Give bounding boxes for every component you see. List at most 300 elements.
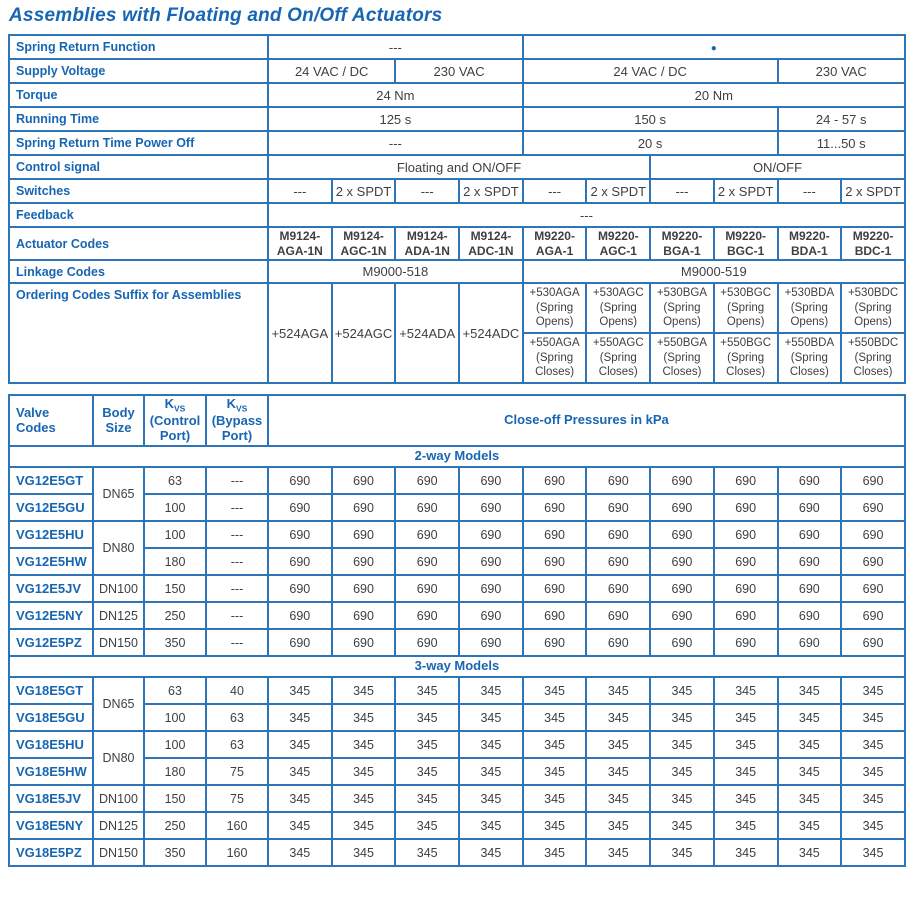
pressure-cell: 690 [395, 494, 459, 521]
body-size-cell: DN125 [93, 812, 144, 839]
row-vg18e5hw [9, 758, 905, 785]
ordering-code-cell: +530AGC (Spring Opens) [586, 283, 650, 333]
bullet-dot-icon: ● [710, 43, 717, 54]
ordering-code-cell: +550BDA (Spring Closes) [778, 333, 842, 383]
code-line: M9124- [470, 229, 512, 244]
linkage-code-cell: M9000-519 [523, 260, 905, 283]
kvs-bypass-cell: --- [206, 602, 268, 629]
value-cell: 24 VAC / DC [523, 59, 778, 83]
kvs-symbol: K [226, 396, 237, 411]
body-size-cell: DN80 [93, 521, 144, 575]
row-actuator-codes [9, 227, 905, 260]
body-size-cell: DN100 [93, 785, 144, 812]
pressure-cell: 690 [586, 494, 650, 521]
pressure-cell: 690 [650, 602, 714, 629]
kvs-control-cell: 100 [144, 731, 206, 758]
pressure-cell: 690 [459, 575, 523, 602]
pressure-cell: 345 [586, 812, 650, 839]
valve-code-cell: VG18E5GU [9, 704, 93, 731]
pressure-cell: 690 [714, 494, 778, 521]
valve-code-cell: VG18E5PZ [9, 839, 93, 866]
pressure-cell: 345 [268, 758, 332, 785]
actuator-code-cell [841, 227, 905, 260]
pressure-cell: 690 [714, 548, 778, 575]
pressure-cell: 345 [332, 677, 396, 704]
pressure-cell: 690 [650, 467, 714, 494]
kvs-bypass-cell: 40 [206, 677, 268, 704]
kvs-bypass-cell: 75 [206, 758, 268, 785]
row-running-time [9, 107, 905, 131]
pressure-cell: 345 [714, 785, 778, 812]
pressure-cell: 690 [778, 521, 842, 548]
value-cell: 230 VAC [395, 59, 522, 83]
ordering-code-cell: +530AGA (Spring Opens) [523, 283, 587, 333]
pressure-cell: 345 [268, 731, 332, 758]
row-vg18e5gt [9, 677, 905, 704]
pressure-cell: 690 [650, 629, 714, 656]
row-label: Actuator Codes [9, 227, 268, 260]
valve-code-cell: VG12E5GT [9, 467, 93, 494]
pressure-cell: 690 [523, 602, 587, 629]
kvs-control-cell: 350 [144, 629, 206, 656]
valve-code-cell: VG12E5JV [9, 575, 93, 602]
header-row [9, 395, 905, 446]
pressure-cell: 690 [523, 629, 587, 656]
code-line: BDA-1 [791, 243, 828, 258]
pressure-cell: 345 [523, 677, 587, 704]
pressure-cell: 345 [778, 785, 842, 812]
ordering-code-cell: +530BDA (Spring Opens) [778, 283, 842, 333]
pressure-cell: 345 [395, 677, 459, 704]
switch-cell: 2 x SPDT [841, 179, 905, 203]
ordering-code-cell: +550BGC (Spring Closes) [714, 333, 778, 383]
kvs-control-cell: 250 [144, 602, 206, 629]
row-vg18e5gu [9, 704, 905, 731]
pressure-cell: 345 [714, 839, 778, 866]
value-cell: 20 s [523, 131, 778, 155]
pressure-cell: 345 [841, 785, 905, 812]
kvs-bypass-cell: 160 [206, 839, 268, 866]
code-line: M9220- [597, 229, 639, 244]
code-line: M9220- [661, 229, 703, 244]
body-size-cell: DN150 [93, 839, 144, 866]
kvs-bypass-header [206, 395, 268, 446]
pressure-cell: 345 [268, 677, 332, 704]
value-cell: 230 VAC [778, 59, 905, 83]
row-vg18e5ny [9, 812, 905, 839]
code-line: M9220- [789, 229, 830, 244]
code-line: M9124- [343, 229, 384, 244]
pressure-cell: 690 [841, 467, 905, 494]
row-supply-voltage [9, 59, 905, 83]
pressure-cell: 345 [523, 812, 587, 839]
value-cell: ON/OFF [650, 155, 905, 179]
value-cell: 125 s [268, 107, 523, 131]
pressure-cell: 345 [841, 758, 905, 785]
pressure-cell: 345 [459, 677, 523, 704]
pressure-cell: 690 [459, 602, 523, 629]
kvs-bypass-cell: --- [206, 521, 268, 548]
pressure-cell: 345 [459, 704, 523, 731]
closeoff-header: Close-off Pressures in kPa [268, 395, 905, 446]
code-line: M9220- [725, 229, 766, 244]
pressure-cell: 345 [332, 758, 396, 785]
pressure-cell: 345 [650, 785, 714, 812]
value-cell: Floating and ON/OFF [268, 155, 650, 179]
pressure-cell: 345 [523, 704, 587, 731]
pressure-cell: 690 [714, 629, 778, 656]
code-line: ADA-1N [404, 243, 450, 258]
pressure-cell: 690 [523, 521, 587, 548]
code-line: BGA-1 [663, 243, 701, 258]
pressure-cell: 345 [395, 839, 459, 866]
section-title: 3-way Models [9, 656, 905, 677]
pressure-cell: 345 [778, 812, 842, 839]
kvs-control-cell: 250 [144, 812, 206, 839]
pressure-cell: 345 [586, 731, 650, 758]
pressure-cell: 690 [778, 602, 842, 629]
pressure-cell: 690 [841, 521, 905, 548]
kvs-bypass-cell: 63 [206, 731, 268, 758]
pressure-cell: 345 [650, 758, 714, 785]
kvs-control-cell: 63 [144, 467, 206, 494]
pressure-cell: 345 [268, 839, 332, 866]
row-torque [9, 83, 905, 107]
pressure-cell: 690 [268, 467, 332, 494]
kvs-bypass-cell: 63 [206, 704, 268, 731]
row-ordering-codes [9, 283, 905, 333]
row-spring-return-time [9, 131, 905, 155]
ordering-code-cell: +550AGA (Spring Closes) [523, 333, 587, 383]
switch-cell: 2 x SPDT [332, 179, 396, 203]
switch-cell: --- [523, 179, 587, 203]
ordering-code-cell: +524ADC [459, 283, 523, 383]
pressure-cell: 345 [778, 758, 842, 785]
pressure-cell: 345 [459, 731, 523, 758]
pressure-cell: 690 [459, 629, 523, 656]
pressure-cell: 345 [523, 731, 587, 758]
value-cell: 24 VAC / DC [268, 59, 395, 83]
pressure-cell: 345 [268, 704, 332, 731]
pressure-cell: 690 [332, 467, 396, 494]
kvs-control-cell: 150 [144, 575, 206, 602]
body-size-cell: DN125 [93, 602, 144, 629]
pressure-cell: 690 [778, 548, 842, 575]
pressure-cell: 690 [778, 575, 842, 602]
pressure-cell: 345 [778, 731, 842, 758]
body-size-cell: DN100 [93, 575, 144, 602]
pressure-cell: 345 [714, 704, 778, 731]
code-line: AGC-1N [340, 243, 387, 258]
row-label: Torque [9, 83, 268, 107]
ordering-code-cell: +550AGC (Spring Closes) [586, 333, 650, 383]
pressure-cell: 690 [523, 575, 587, 602]
spring-return-present-cell [523, 35, 905, 59]
row-linkage-codes [9, 260, 905, 283]
body-size-cell: DN65 [93, 467, 144, 521]
ordering-code-cell: +524AGC [332, 283, 396, 383]
code-line: BGC-1 [726, 243, 765, 258]
kvs-bypass-cell: --- [206, 548, 268, 575]
ordering-code-cell: +524AGA [268, 283, 332, 383]
row-label: Ordering Codes Suffix for Assemblies [9, 283, 268, 383]
kvs-control-cell: 63 [144, 677, 206, 704]
actuator-code-cell [395, 227, 459, 260]
kvs-control-label: (Control Port) [149, 413, 201, 444]
row-spring-return-function [9, 35, 905, 59]
value-cell: --- [268, 131, 523, 155]
kvs-control-cell: 100 [144, 704, 206, 731]
body-size-cell: DN150 [93, 629, 144, 656]
kvs-control-cell: 100 [144, 521, 206, 548]
kvs-bypass-cell: --- [206, 494, 268, 521]
actuator-code-cell [523, 227, 587, 260]
pressure-cell: 690 [332, 575, 396, 602]
kvs-bypass-cell: --- [206, 575, 268, 602]
pressure-cell: 690 [332, 494, 396, 521]
pressure-cell: 690 [459, 521, 523, 548]
pressure-cell: 345 [714, 677, 778, 704]
pressure-cell: 690 [650, 494, 714, 521]
valve-codes-header: Valve Codes [9, 395, 93, 446]
body-size-header: Body Size [93, 395, 144, 446]
pressure-cell: 345 [395, 812, 459, 839]
pressure-cell: 690 [650, 521, 714, 548]
pressure-cell: 345 [332, 785, 396, 812]
page-title: Assemblies with Floating and On/Off Actuators [9, 5, 443, 26]
section-3way [9, 656, 905, 677]
kvs-subscript: VS [236, 403, 248, 414]
row-vg18e5pz [9, 839, 905, 866]
pressure-cell: 345 [459, 812, 523, 839]
pressure-cell: 345 [332, 731, 396, 758]
pressure-cell: 690 [523, 494, 587, 521]
ordering-code-cell: +550BDC (Spring Closes) [841, 333, 905, 383]
kvs-bypass-cell: 160 [206, 812, 268, 839]
spring-return-none-cell: --- [268, 35, 523, 59]
pressure-cell: 690 [268, 521, 332, 548]
pressure-cell: 345 [841, 731, 905, 758]
row-vg12e5pz [9, 629, 905, 656]
row-vg12e5hu [9, 521, 905, 548]
pressure-cell: 345 [650, 731, 714, 758]
pressure-cell: 345 [395, 704, 459, 731]
pressure-cell: 690 [586, 521, 650, 548]
pressure-cell: 345 [268, 785, 332, 812]
valve-code-cell: VG12E5PZ [9, 629, 93, 656]
row-control-signal [9, 155, 905, 179]
pressure-cell: 690 [841, 494, 905, 521]
ordering-code-cell: +524ADA [395, 283, 459, 383]
switch-cell: --- [268, 179, 332, 203]
row-vg12e5ny [9, 602, 905, 629]
pressure-cell: 690 [778, 629, 842, 656]
row-vg18e5hu [9, 731, 905, 758]
row-label: Control signal [9, 155, 268, 179]
pressure-cell: 690 [523, 467, 587, 494]
row-vg12e5jv [9, 575, 905, 602]
value-cell: 11...50 s [778, 131, 905, 155]
pressure-cell: 690 [332, 548, 396, 575]
switch-cell: --- [395, 179, 459, 203]
switch-cell: 2 x SPDT [714, 179, 778, 203]
pressure-cell: 690 [586, 548, 650, 575]
pressure-cell: 690 [332, 602, 396, 629]
actuator-code-cell [714, 227, 778, 260]
valve-code-cell: VG18E5GT [9, 677, 93, 704]
pressure-cell: 345 [650, 704, 714, 731]
pressure-cell: 690 [459, 548, 523, 575]
switch-cell: --- [778, 179, 842, 203]
pressure-cell: 690 [841, 602, 905, 629]
row-label: Linkage Codes [9, 260, 268, 283]
value-cell: 20 Nm [523, 83, 905, 107]
pressure-cell: 690 [459, 467, 523, 494]
pressure-cell: 690 [778, 494, 842, 521]
pressure-cell: 345 [778, 704, 842, 731]
ordering-code-cell: +530BGC (Spring Opens) [714, 283, 778, 333]
actuator-code-cell [332, 227, 396, 260]
ordering-code-cell: +530BGA (Spring Opens) [650, 283, 714, 333]
pressure-cell: 345 [523, 839, 587, 866]
actuator-spec-table [8, 34, 906, 384]
code-line: BDC-1 [854, 243, 892, 258]
code-line: M9124- [406, 229, 448, 244]
kvs-bypass-cell: 75 [206, 785, 268, 812]
code-line: ADC-1N [468, 243, 514, 258]
pressure-cell: 690 [714, 467, 778, 494]
kvs-subscript: VS [174, 403, 186, 414]
valve-code-cell: VG12E5NY [9, 602, 93, 629]
section-title: 2-way Models [9, 446, 905, 467]
pressure-cell: 690 [395, 575, 459, 602]
actuator-code-cell [459, 227, 523, 260]
actuator-code-cell [778, 227, 842, 260]
pressure-cell: 690 [714, 575, 778, 602]
pressure-cell: 345 [459, 758, 523, 785]
kvs-bypass-label: (Bypass Port) [211, 413, 263, 444]
pressure-cell: 345 [714, 812, 778, 839]
row-feedback [9, 203, 905, 227]
pressure-cell: 345 [395, 785, 459, 812]
valve-code-cell: VG12E5HU [9, 521, 93, 548]
switch-cell: 2 x SPDT [459, 179, 523, 203]
pressure-cell: 690 [714, 602, 778, 629]
valve-code-cell: VG18E5HW [9, 758, 93, 785]
pressure-cell: 345 [841, 704, 905, 731]
pressure-cell: 345 [778, 677, 842, 704]
row-switches [9, 179, 905, 203]
kvs-control-cell: 180 [144, 548, 206, 575]
pressure-cell: 690 [395, 521, 459, 548]
pressure-cell: 345 [459, 785, 523, 812]
value-cell: 24 Nm [268, 83, 523, 107]
switch-cell: --- [650, 179, 714, 203]
pressure-cell: 345 [586, 677, 650, 704]
value-cell: --- [268, 203, 905, 227]
section-2way [9, 446, 905, 467]
pressure-cell: 690 [778, 467, 842, 494]
row-label: Running Time [9, 107, 268, 131]
pressure-cell: 690 [586, 629, 650, 656]
pressure-cell: 345 [650, 812, 714, 839]
pressure-cell: 345 [714, 758, 778, 785]
pressure-cell: 690 [268, 575, 332, 602]
pressure-cell: 690 [586, 602, 650, 629]
row-label: Switches [9, 179, 268, 203]
row-vg18e5jv [9, 785, 905, 812]
row-label: Spring Return Time Power Off [9, 131, 268, 155]
code-line: AGA-1 [535, 243, 574, 258]
pressure-cell: 690 [268, 602, 332, 629]
pressure-cell: 690 [395, 602, 459, 629]
pressure-cell: 345 [332, 704, 396, 731]
pressure-cell: 690 [841, 575, 905, 602]
row-label: Feedback [9, 203, 268, 227]
pressure-cell: 690 [650, 548, 714, 575]
kvs-control-cell: 100 [144, 494, 206, 521]
row-vg12e5hw [9, 548, 905, 575]
switch-cell: 2 x SPDT [586, 179, 650, 203]
kvs-bypass-cell: --- [206, 629, 268, 656]
pressure-cell: 690 [395, 467, 459, 494]
pressure-cell: 690 [650, 575, 714, 602]
body-size-cell: DN80 [93, 731, 144, 785]
row-label: Supply Voltage [9, 59, 268, 83]
pressure-cell: 345 [268, 812, 332, 839]
pressure-cell: 690 [268, 494, 332, 521]
pressure-cell: 345 [332, 812, 396, 839]
pressure-cell: 345 [778, 839, 842, 866]
body-size-cell: DN65 [93, 677, 144, 731]
row-vg12e5gu [9, 494, 905, 521]
pressure-cell: 690 [395, 548, 459, 575]
pressure-cell: 690 [586, 467, 650, 494]
pressure-cell: 345 [714, 731, 778, 758]
pressure-cell: 345 [841, 677, 905, 704]
pressure-cell: 690 [714, 521, 778, 548]
pressure-cell: 690 [268, 629, 332, 656]
pressure-cell: 345 [523, 785, 587, 812]
row-vg12e5gt [9, 467, 905, 494]
pressure-cell: 690 [586, 575, 650, 602]
kvs-symbol: K [164, 396, 175, 411]
valve-code-cell: VG18E5JV [9, 785, 93, 812]
kvs-control-header [144, 395, 206, 446]
value-cell: 150 s [523, 107, 778, 131]
pressure-cell: 345 [459, 839, 523, 866]
linkage-code-cell: M9000-518 [268, 260, 523, 283]
pressure-cell: 345 [586, 704, 650, 731]
pressure-cell: 690 [841, 629, 905, 656]
code-line: M9220- [852, 229, 894, 244]
valve-code-cell: VG18E5HU [9, 731, 93, 758]
code-line: M9220- [534, 229, 575, 244]
kvs-control-cell: 150 [144, 785, 206, 812]
kvs-bypass-cell: --- [206, 467, 268, 494]
pressure-cell: 345 [586, 839, 650, 866]
pressure-cell: 345 [586, 758, 650, 785]
code-line: AGC-1 [599, 243, 637, 258]
kvs-control-cell: 180 [144, 758, 206, 785]
pressure-cell: 345 [650, 839, 714, 866]
pressure-cell: 690 [841, 548, 905, 575]
pressure-cell: 690 [332, 629, 396, 656]
code-line: M9124- [279, 229, 321, 244]
actuator-code-cell [268, 227, 332, 260]
pressure-cell: 345 [395, 758, 459, 785]
ordering-code-cell: +550BGA (Spring Closes) [650, 333, 714, 383]
